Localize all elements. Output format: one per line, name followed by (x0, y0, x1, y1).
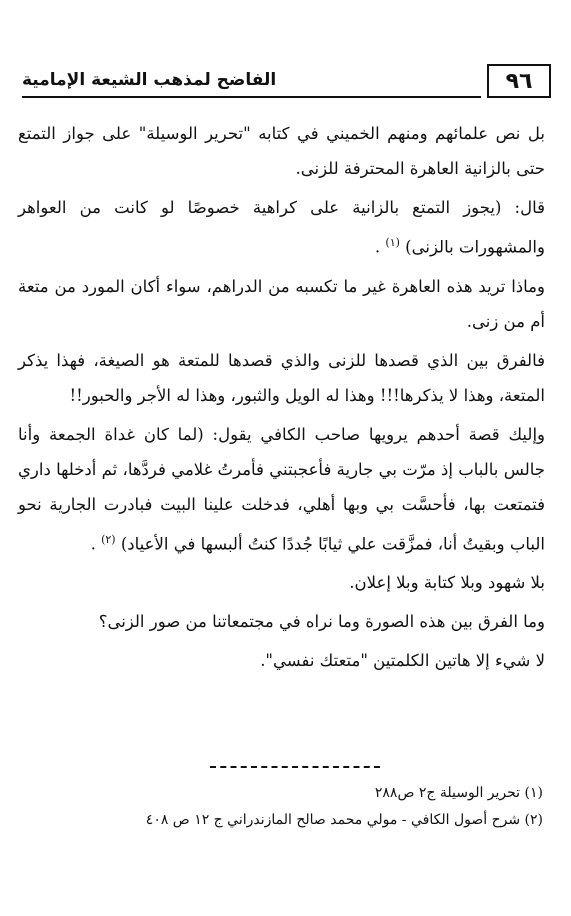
paragraph-2-text: قال: (يجوز التمتع بالزانية على كراهية خصوصًا لو كانت من العواهر والمشهورات بالزنى) (18, 198, 545, 257)
paragraph-6-text: بلا شهود وبلا كتابة وبلا إعلان. (349, 573, 545, 592)
paragraph-5-tail: . (90, 534, 96, 553)
paragraph-2-tail: . (374, 237, 381, 257)
footnote-ref-1[interactable]: (١) (385, 236, 400, 249)
paragraph-3 (18, 269, 545, 339)
paragraph-7 (18, 604, 545, 639)
paragraph-1-text: بل نص علمائهم ومنهم الخميني في كتابه "تحرير الوسيلة" على جواز التمتع حتى بالزانية العاهرة المحترفة للزنى. (18, 124, 545, 178)
paragraph-7-text: وما الفرق بين هذه الصورة وما نراه في مجتمعاتنا من صور الزنى؟ (98, 612, 545, 631)
paragraph-1 (18, 116, 545, 186)
paragraph-4-text: فالفرق بين الذي قصدها للزنى والذي قصدها للمتعة هو الصيغة، فهذا يذكر المتعة، وهذا لا يذكرها!!! وهذا له الويل والثبور، وهذا له الأجر والحبور!! (18, 350, 545, 405)
body-text (18, 116, 545, 678)
footnote-1: (١) تحرير الوسيلة ج٢ ص٢٨٨ (374, 785, 543, 801)
footnote-separator (210, 766, 380, 768)
header-rule (22, 96, 481, 98)
footnote-2: (٢) شرح أصول الكافي - مولي محمد صالح المازندراني ج ١٢ ص ٤٠٨ (145, 812, 543, 828)
footnotes (18, 780, 543, 834)
running-title: الفاضح لمذهب الشيعة الإمامية (22, 70, 277, 90)
paragraph-8-text: لا شيء إلا هاتين الكلمتين "متعتك نفسي". (260, 651, 545, 670)
paragraph-4 (18, 343, 545, 413)
page-number-box (487, 64, 551, 98)
paragraph-3-text: وماذا تريد هذه العاهرة غير ما تكسبه من الدراهم، سواء أكان المورد من متعة أم من زنى. (18, 276, 545, 331)
paragraph-2 (18, 190, 545, 265)
paragraph-5-text: وإليك قصة أحدهم يرويها صاحب الكافي يقول: (لما كان غداة الجمعة وأنا جالس بالباب إذ مرّت بي جارية فأعجبتني فأمرتُ غلامي فردَّها، ثم أدخلها داري فتمتعت بها، فأحسَّت بي وبها أهلي، فدخلت علينا البيت فبادرت الجارية نحو الباب وبقيتُ أنا، فمزَّقت علي ثيابًا جُددًا كنتُ ألبسها في الأعياد) (18, 424, 545, 553)
paragraph-8 (18, 643, 545, 678)
page-header (22, 64, 551, 100)
paragraph-6 (18, 565, 545, 600)
paragraph-5 (18, 417, 545, 562)
page-number: ٩٦ (505, 68, 533, 94)
footnote-ref-2[interactable]: (٢) (101, 532, 116, 546)
